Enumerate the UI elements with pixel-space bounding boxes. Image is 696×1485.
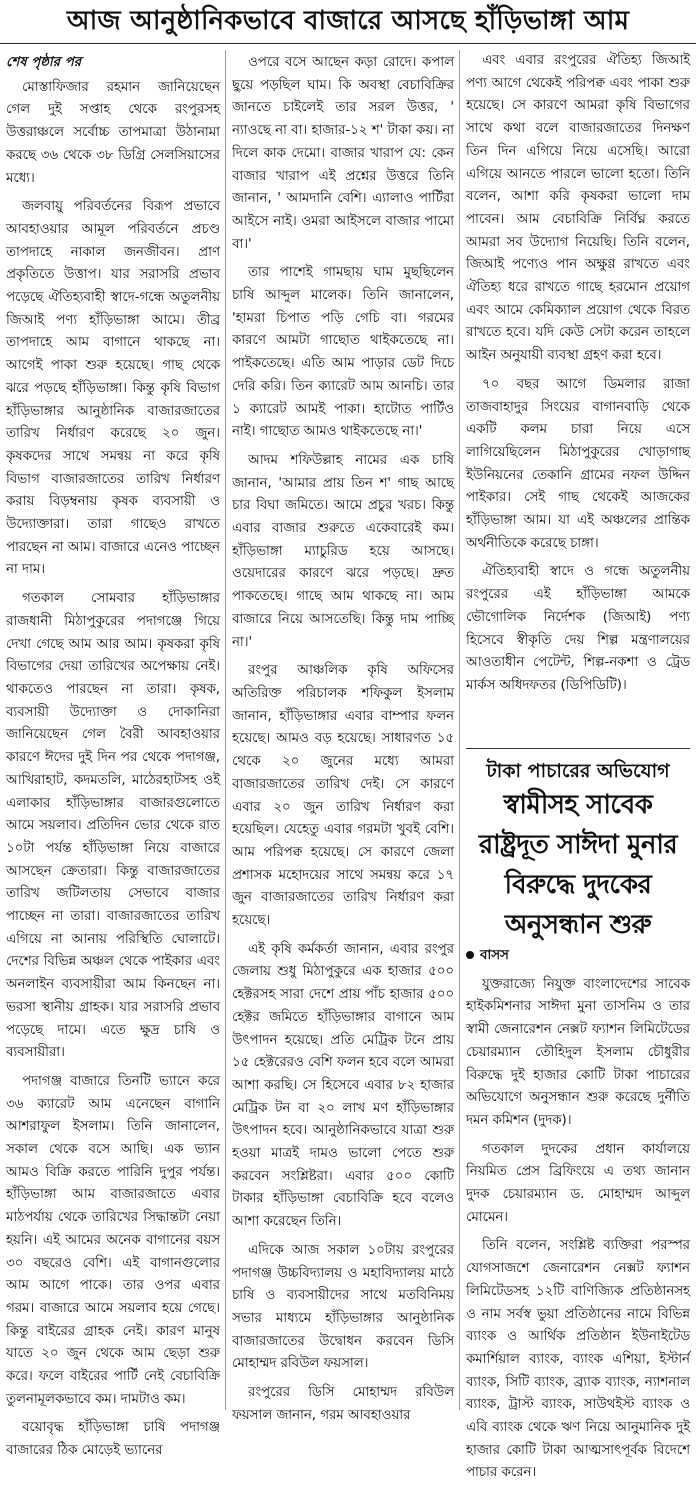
column-rule (459, 50, 460, 1410)
continuation-kicker: শেষ পৃষ্ঠার পর (6, 55, 82, 70)
story-2-headline: স্বামীসহ সাবেক রাষ্ট্রদূত সাঈদা মুনার বিরুদ্ধে দুদকের অনুসন্ধান শুরু (478, 790, 678, 940)
paragraph: এবং এবার রংপুরের ঐতিহ্য জিআই পণ্য আগে থেকেই পরিপক্ব এবং পাকা শুরু হয়েছে। সে কারণে আমরা কৃষি বিভাগের সাথে কথা বলে বাজারজাতের দিনক্ষণ তিন দিন এগিয়ে নিয়ে এসেছি। আরো এগিয়ে আনতে পারলে ভালো হতো। তিনি বলেন, আশা করি কৃষকরা ভালো দাম পাবেন। আম বেচাবিক্রি নির্বিঘ্ন করতে আমরা সব উদ্যোগ নিয়েছি। তিনি বলেন, জিআই পণ্যেও পান অক্ষুণ্ণ রাখতে এবং ঐতিহ্য ধরে রাখতে গাছে হরমোন প্রয়োগ এবং আমে কেমিক্যাল প্রয়োগ থেকে বিরত রাখতে হবে। যদি কেউ সেটা করেন তাহলে আইন অনুযায়ী ব্যবস্থা গ্রহণ করা হবে। (466, 53, 690, 364)
column-rule (225, 50, 226, 1410)
paragraph: তার পাশেই গামছায় ঘাম মুছছিলেন চাষি আব্দুল মালেক। তিনি জানালেন, 'হামরা চিপাত পড়ি গেচি বা। গরমের কারণে আমটা গাছোত থাইকতেছে না। পাইকতেছে। এতি আম পাড়ার ডেট দিচে দেরি করি। তিন ক্যারেট আম আনচি। তার ১ ক্যারেট আমই পাকা। হাটোত পার্টিও নাই। গাছোত আমও থাইকতেছে না।' (232, 265, 454, 440)
story-continuation (466, 50, 690, 740)
paragraph: রংপুর আঞ্চলিক কৃষি অফিসের অতিরিক্ত পরিচালক শফিকুল ইসলাম জানান, হাঁড়িভাঙ্গার এবার বাম্পার ফলন হয়েছে। আমও বড় হয়েছে। সাধারণত ১৫ থেকে ২০ জুনের মধ্যে আমরা বাজারজাতের তারিখ দেই। সে কারণে এবার ২০ জুন তারিখ নির্ধারণ করা হয়েছিল। যেহেতু এবার গরমটা খুবই বেশি। আম পরিপক্ব হয়েছে। সে কারণে জেলা প্রশাসক মহোদয়ের সাথে সমন্বয় করে ১৭ জুন বাজারজাতের তারিখ নির্ধারণ করা হয়েছে। (232, 663, 454, 929)
byline (466, 945, 690, 968)
byline-text: বাসস (480, 948, 509, 963)
paragraph: ঐতিহ্যবাহী স্বাদে ও গন্ধে অতুলনীয় রংপুরের এই হাঁড়িভাঙ্গা আমকে ভৌগোলিক নির্দেশক (জিআই) পণ্য হিসেবে স্বীকৃতি দেয় শিল্প মন্ত্রণালয়ের আওতাধীন পেটেন্ট, শিল্প-নকশা ও ট্রেড মার্কস অধিদফতর (ডিপিডিটি)। (466, 564, 690, 693)
story-2-subhead: টাকা পাচারের অভিযোগ (486, 760, 670, 782)
paragraph: আদম শফিউল্লাহ নামের এক চাষি জানান, 'আমার প্রায় তিন শ' গাছ আছে চার বিঘা জমিতে। আমে প্রচুর খরচ। কিন্তু এবার বাজার শুরুতে একেবারেই কম। হাঁড়িভাঙ্গা ম্যাচুরিড হয়ে আসছে। ওয়েদারের কারণে ঝরে পড়ছে। দ্রুত পাকতেছে। গাছে আম থাকছে না। আম বাজারে নিয়ে আসতেছি। কিন্তু দাম পাচ্ছি না।' (232, 452, 454, 650)
paragraph: যুক্তরাজ্যে নিযুক্ত বাংলাদেশের সাবেক হাইকমিশনার সাঈদা মুনা তাসনিম ও তার স্বামী জেনারেশন নেক্সট ফ্যাশন লিমিটেডের চেয়ারম্যান তৌহিদুল ইসলাম চৌধুরীর বিরুদ্ধে দুই হাজার কোটি টাকা পাচারের অভিযোগে অনুসন্ধান শুরু করেছে দুর্নীতি দমন কমিশন (দুদক)। (466, 976, 690, 1128)
paragraph: এদিকে আজ সকাল ১০টায় রংপুরের পদাগঞ্জ উচ্চবিদ্যালয় ও মহাবিদ্যালয় মাঠে চাষি ও ব্যবসায়ীদের সাথে মতবিনিময় সভার মাধ্যমে হাঁড়িভাঙ্গার আনুষ্ঠানিক বাজারজাতের উদ্বোধন করবেন ডিসি মোহাম্মদ রবিউল ফয়সাল। (232, 1242, 454, 1372)
paragraph: ৭০ বছর আগে ডিমলার রাজা তাজবাহাদুর সিংয়ের বাগানবাড়ি থেকে একটি কলম চারা নিয়ে এসে লাগিয়েছিলেন মিঠাপুকুরের খোড়াগাছ ইউনিয়নের তেকানি গ্রামের নফল উদ্দিন পাইকার। সেই গাছ থেকেই আজকের হাঁড়িভাঙ্গা আম। যা এই অঞ্চলের প্রান্তিক অর্থনীতিকে করেছে চাঙ্গা। (466, 376, 690, 551)
story-2 (466, 748, 690, 1485)
column-1 (6, 52, 220, 1459)
paragraph: রংপুরের ডিসি মোহাম্মদ রবিউল ফয়সাল জানান, গরম আবহাওয়ার (232, 1385, 454, 1423)
paragraph: গতকাল সোমবার হাঁড়িভাঙ্গার রাজধানী মিঠাপুকুরের পদাগঞ্জে গিয়ে দেখা গেছে আম আর আম। কৃষকরা কৃষি বিভাগের দেয়া তারিখের অপেক্ষায় নেই। থাকতেও পারছেন না তারা। কৃষক, ব্যবসায়ী উদ্যোক্তা ও দোকানিরা জানিয়েছেন গেল বৈরী আবহাওয়ার কারণে ঈদের দুই দিন পর থেকে পদাগঞ্জ, আখিরাহাট, কদমতলি, মাঠেরহাটসহ ওই এলাকার হাঁড়িভাঙ্গার বাজারগুলোতে আমে সয়লাব। প্রতিদিন ভোর থেকে রাত ১০টা পর্যন্ত হাঁড়িভাঙ্গা নিয়ে বাজারে আসছেন ক্রেতারা। কিন্তু বাজারজাতের তারিখ জটিলতায় সেভাবে বাজার পাচ্ছেন না তারা। বাজারজাতের তারিখ এগিয়ে না আনায় পরিস্থিতি ঘোলাটে। দেশের বিভিন্ন অঞ্চল থেকে পাইকার এবং অনলাইন ব্যবসায়ীরা আম কিনছেন না। ভরসা স্থানীয় গ্রাহক। যার সরাসরি প্রভাব পড়েছে দামে। এতে ক্ষুদ্র চাষি ও ব্যবসায়ীরা। (6, 591, 220, 1061)
column-2 (232, 52, 454, 1423)
paragraph: তিনি বলেন, সংশ্লিষ্ট ব্যক্তিরা পরস্পর যোগসাজশে জেনারেশন নেক্সট ফ্যাশন লিমিটেডসহ ১২টি বাণিজ্যিক প্রতিষ্ঠানসহ ও নাম সর্বস্ব ভুয়া প্রতিষ্ঠানের নামে বিভিন্ন ব্যাংক ও আর্থিক প্রতিষ্ঠান ইউনাইটেড কমার্শিয়াল ব্যাংক, ব্যাংক এশিয়া, ইস্টার্ন ব্যাংক, সিটি ব্যাংক, ব্র্যাক ব্যাংক, ন্যাশনাল ব্যাংক, ট্রাস্ট ব্যাংক, সাউথইস্ট ব্যাংক ও এবি ব্যাংক থেকে ঋণ নিয়ে আনুমানিক দুই হাজার কোটি টাকা আত্মসাৎপূর্বক বিদেশে পাচার করেন। (466, 1238, 690, 1481)
bullet-icon (466, 951, 474, 959)
paragraph: গতকাল দুদকের প্রধান কার্যালয়ে নিয়মিত প্রেস ব্রিফিংয়ে এ তথ্য জানান দুদক চেয়ারম্যান ড. মোহাম্মদ আব্দুল মোমেন। (466, 1141, 690, 1225)
headline: আজ আনুষ্ঠানিকভাবে বাজারে আসছে হাঁড়িভাঙ্গা আম (0, 0, 696, 44)
paragraph: ওপরে বসে আছেন কড়া রোদে। কপাল ছুয়ে পড়ছিল ঘাম। কি অবস্থা বেচাবিক্রির জানতে চাইলেই তার সরল উত্তর, ' ন্যাওছে না বা। হাজার-১২ শ' টাকা কয়। না দিলে কাক দেমো। বাজার খারাপ যে: কেন বাজার খারাপ এই প্রশ্নের উত্তরে তিনি জানান, ' আমদানি বেশি। এ্যালাও পার্টিরা আইসে নাই। ওমরা আইসলে বাজার পামো বা।' (232, 55, 454, 252)
column-3 (466, 50, 690, 1481)
paragraph: বয়োবৃদ্ধ হাঁড়িভাঙ্গা চাষি পদাগঞ্জ বাজারের ঠিক মোড়েই ভ্যানের (6, 1420, 220, 1459)
paragraph: মোস্তাফিজার রহমান জানিয়েছেন গেল দুই সপ্তাহ থেকে রংপুরসহ উত্তরাঞ্চলে সর্বোচ্চ তাপমাত্রা উঠানামা করছে ৩৬ থেকে ৩৮ ডিগ্রি সেলসিয়াসের মধ্যে। (6, 79, 220, 186)
paragraph: জলবায়ু পরিবর্তনের বিরূপ প্রভাবে আবহাওয়ার আমূল পরিবর্তনে প্রচণ্ড তাপদাহে নাকাল জনজীবন। প্রাণ প্রকৃতিতে উত্তাপ। যার সরাসরি প্রভাব পড়েছে ঐতিহ্যবাহী স্বাদে-গন্ধে অতুলনীয় জিআই পণ্য হাঁড়িভাঙ্গা আমে। তীব্র তাপদাহে আম বাগানে থাকছে না। আগেই পাকা শুরু হয়েছে। গাছ থেকে ঝরে পড়ছে হাঁড়িভাঙ্গা। কিন্তু কৃষি বিভাগ হাঁড়িভাঙ্গার আনুষ্ঠানিক বাজারজাতের তারিখ নির্ধারণ করেছে ২০ জুন। কৃষকদের সাথে সমন্বয় না করে কৃষি বিভাগ বাজারজাতের তারিখ নির্ধারণ করায় বিড়ম্বনায় কৃষক ব্যবসায়ী ও উদ্যোক্তারা। তারা গাছেও রাখতে পারছেন না আম। বাজারে এনেও পাচ্ছেন না দাম। (6, 199, 220, 578)
paragraph: পদাগঞ্জ বাজারে তিনটি ভ্যানে করে ৩৬ ক্যারেট আম এনেছেন বাগানি আশরাফুল ইসলাম। তিনি জানালেন, সকাল থেকে বসে আছি। এক ভ্যান আমও বিক্রি করতে পারিনি দুপুর পর্যন্ত। হাঁড়িভাঙ্গা আম বাজারজাতে এবার মাঠপর্যায় থেকে তারিখের সিদ্ধান্তটা নেয়া হয়নি। এই আমের অনেক বাগানের বয়স ৩০ বছরেও বেশি। এই বাগানগুলোর আম আগে পাকে। তার ওপর এবার গরম। বাজারে আমে সয়লাব হয়ে গেছে। কিন্তু বাইরের গ্রাহক নেই। কারণ মানুষ যাতে ২০ জুন থেকে আম ছেড়া শুরু করে। ফলে বাইরের পার্টি নেই বেচাবিক্রি তুলনামূলকভাবে কম। দামটাও কম। (6, 1073, 220, 1407)
paragraph: এই কৃষি কর্মকর্তা জানান, এবার রংপুর জেলায় শুধু মিঠাপুকুরে এক হাজার ৫০০ হেক্টরসহ সারা দেশে প্রায় পাঁচ হাজার ৫০০ হেক্টর জমিতে হাঁড়িভাঙ্গার বাগানে আম উৎপাদন হয়েছে। প্রতি মেট্রিক টনে প্রায় ১৫ হেক্টরেরও বেশি ফলন হবে বলে আমরা আশা করছি। সে হিসেবে এবার ৮২ হাজার মেট্রিক টন বা ২০ লাখ মণ হাঁড়িভাঙ্গার উৎপাদন হবে। আনুষ্ঠানিকভাবে যাত্রা শুরু হওয়া মাত্রই দামও ভালো পেতে শুরু করবেন সংশ্লিষ্টরা। এবার ৫০০ কোটি টাকার হাঁড়িভাঙ্গা বেচাবিক্রি হবে বলেও আশা করেছেন তিনি। (232, 941, 454, 1230)
